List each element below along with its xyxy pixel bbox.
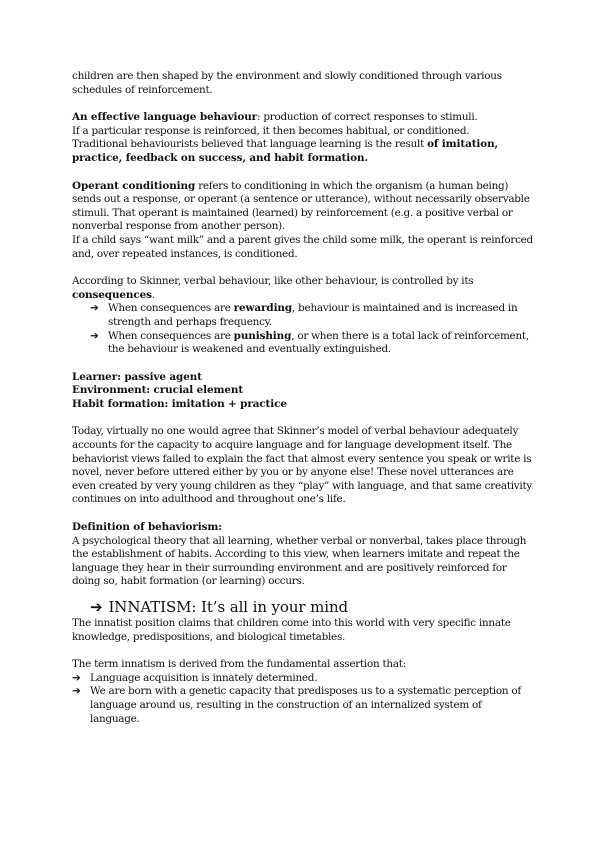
page-content [72, 70, 534, 726]
list-item: ➔ When consequences are rewarding, behaviour is maintained and is increased in strength and perhaps frequency. [90, 302, 518, 328]
definition-text: A psychological theory that all learning, whether verbal or nonverbal, takes place through the establishment of habits. According to this view, when learners imitate and repeat the language they hear in their surrounding environment and are positively reinforced for doing so, habit formation (or learning) occurs. [72, 534, 527, 588]
arrow-icon: ➔ [90, 302, 99, 315]
operant-conditioning-label: Operant conditioning [72, 179, 196, 192]
arrow-icon: ➔ [72, 685, 81, 698]
paragraph-operant-conditioning: Operant conditioning refers to conditioning in which the organism (a human being) sends out a response, or operant (a sentence or utterance), without necessarily observable stimuli. That operant is maintained (learned) by reinforcement (e.g. a positive verbal or nonverbal response from another person). If a child says “want milk” and a parent gives the child some milk, the operant is reinforced and, over repeated instances, is conditioned. [72, 179, 533, 260]
definition-title: Definition of behaviorism: [72, 521, 222, 534]
innatism-heading: ➔ INNATISM: It’s all in your mind [90, 598, 349, 616]
paragraph-effective-behaviour: An effective language behaviour: production of correct responses to stimuli. If a particular response is reinforced, it then becomes habitual, or conditioned. Traditional behaviourists believed that language learning is the result of imitation, practice, feedback on success, and habit formation. [72, 111, 499, 164]
definition-block [72, 521, 534, 589]
list-item: ➔ Language acquisition is innately determined. [72, 671, 318, 684]
habit-line: Habit formation: imitation + practice [72, 397, 287, 410]
list-item: ➔ When consequences are punishing, or when there is a total lack of reinforcement, the behaviour is weakened and eventually extinguished. [90, 329, 529, 356]
arrow-icon: ➔ [90, 598, 103, 616]
paragraph-innatist-intro: The innatist position claims that children come into this world with very specific innate knowledge, predispositions, and biological timetables. [72, 617, 511, 643]
arrow-icon: ➔ [72, 671, 81, 684]
innatism-list [72, 672, 534, 726]
environment-line: Environment: crucial element [72, 384, 244, 397]
paragraph-skinner: According to Skinner, verbal behaviour, like other behaviour, is controlled by its consequences. [72, 275, 474, 301]
consequences-list [72, 302, 534, 356]
paragraph-term: The term innatism is derived from the fundamental assertion that: [72, 658, 406, 671]
arrow-icon: ➔ [90, 329, 99, 342]
effective-behaviour-label: An effective language behaviour [72, 111, 258, 124]
learner-line: Learner: passive agent [72, 370, 202, 383]
list-item: ➔ We are born with a genetic capacity that predisposes us to a systematic perception of language around us, resulting in the construction of an internalized system of language. [72, 685, 521, 725]
paragraph-conditioning: children are then shaped by the environment and slowly conditioned through various schedules of reinforcement. [72, 70, 502, 96]
paragraph-today: Today, virtually no one would agree that Skinner’s model of verbal behaviour adequately accounts for the capacity to acquire language and for language development itself. The behaviorist views failed to explain the fact that almost every sentence you speak or write is novel, never before uttered either by you or by anyone else! These novel utterances are even created by very young children as they “play” with language, and that same creativity continues on into adulthood and throughout one’s life. [72, 425, 533, 506]
summary-block [72, 371, 534, 412]
